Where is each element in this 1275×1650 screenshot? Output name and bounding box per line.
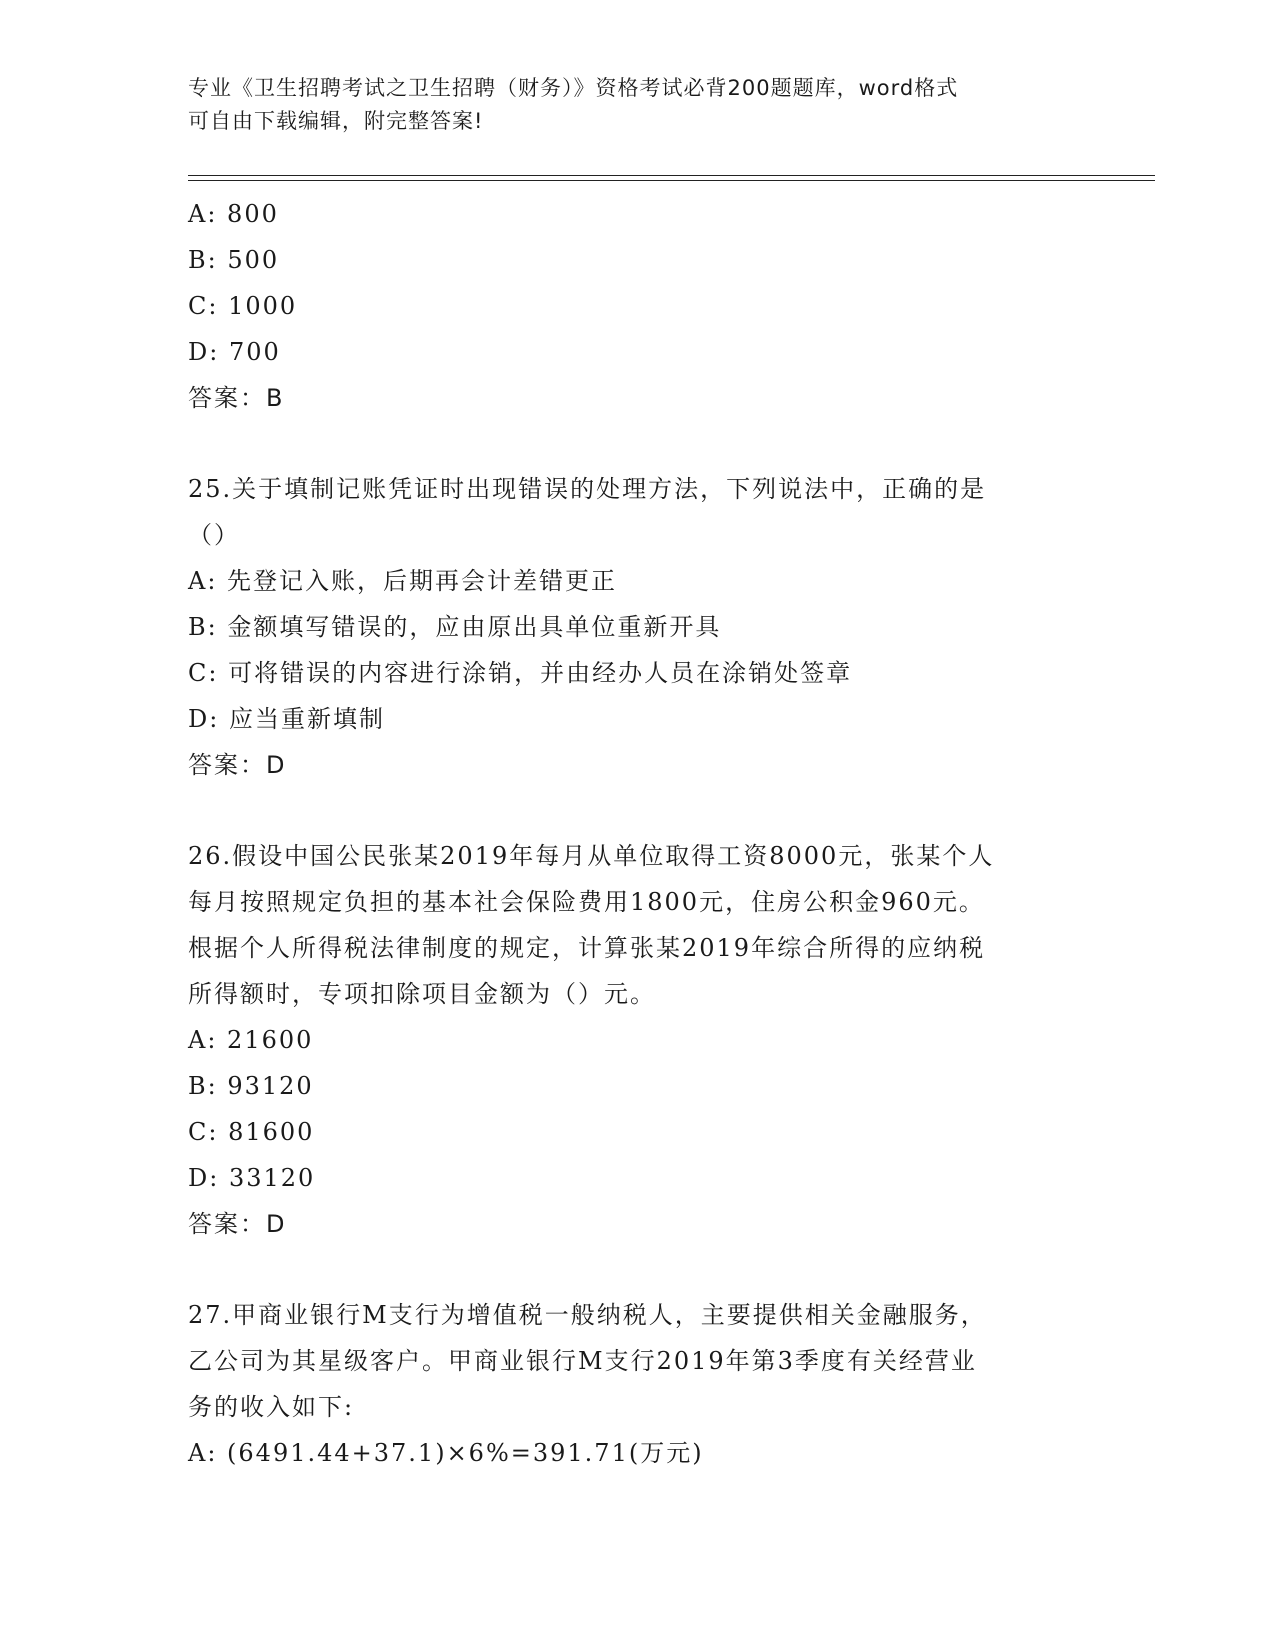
question-25 [188,466,1088,788]
header-line-2: 可自由下载编辑，附完整答案! [188,109,484,133]
option-d: D: 应当重新填制 [188,705,385,733]
header-line-1: 专业《卫生招聘考试之卫生招聘（财务）》资格考试必背200题题库，word格式 [188,76,959,100]
answer: 答案：B [188,384,285,412]
page-header [188,72,1088,138]
option-b: B: 500 [188,246,280,274]
option-c: C: 可将错误的内容进行涂销，并由经办人员在涂销处签章 [188,659,853,687]
option-d: D: 700 [188,338,281,366]
question-stem: 务的收入如下: [188,1393,355,1421]
option-d: D: 33120 [188,1164,316,1192]
question-stem: 25.关于填制记账凭证时出现错误的处理方法，下列说法中，正确的是 [188,475,987,503]
question-27 [188,1292,1088,1476]
option-b: B: 金额填写错误的，应由原出具单位重新开具 [188,613,722,641]
option-c: C: 1000 [188,292,298,320]
option-c: C: 81600 [188,1118,315,1146]
question-stem: 所得额时，专项扣除项目金额为（）元。 [188,980,656,1008]
question-stem: 根据个人所得税法律制度的规定，计算张某2019年综合所得的应纳税 [188,934,986,962]
option-a: A: 800 [188,200,279,228]
document-body [188,191,1088,1476]
question-stem: 乙公司为其星级客户。甲商业银行M支行2019年第3季度有关经营业 [188,1347,977,1375]
question-24 [188,191,1088,421]
question-26 [188,833,1088,1247]
answer: 答案：D [188,751,287,779]
option-a: A: 21600 [188,1026,314,1054]
option-b: B: 93120 [188,1072,314,1100]
option-a: A: (6491.44+37.1)×6%=391.71(万元) [188,1439,704,1467]
question-stem: 26.假设中国公民张某2019年每月从单位取得工资8000元，张某个人 [188,842,995,870]
answer: 答案：D [188,1210,287,1238]
question-stem: 27.甲商业银行M支行为增值税一般纳税人，主要提供相关金融服务， [188,1301,987,1329]
option-a: A: 先登记入账，后期再会计差错更正 [188,567,618,595]
question-stem: 每月按照规定负担的基本社会保险费用1800元，住房公积金960元。 [188,888,985,916]
question-stem: （） [188,521,240,549]
header-double-rule [188,175,1155,181]
